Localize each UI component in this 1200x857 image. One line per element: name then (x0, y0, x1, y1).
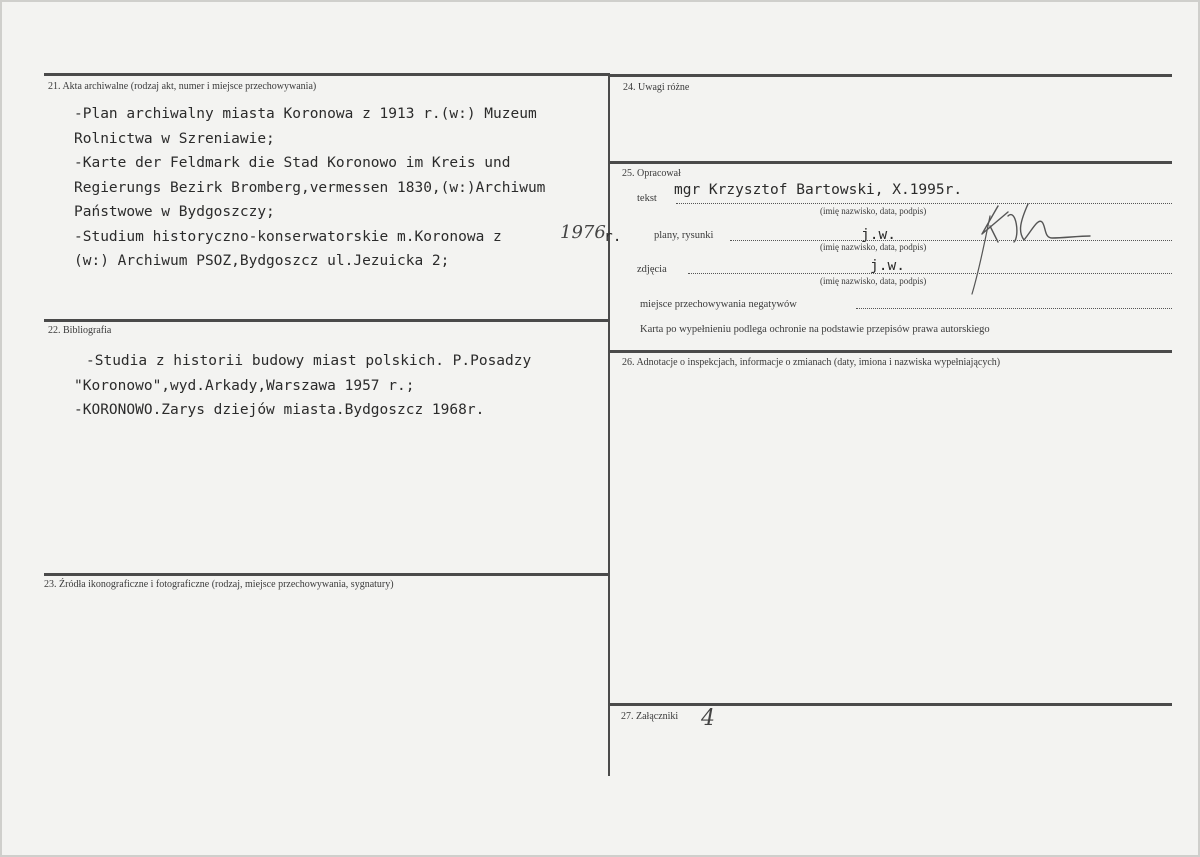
signature-mark (968, 196, 1098, 296)
bibliography-line-3: -KORONOWO.Zarys dziejów miasta.Bydgoszcz 1968r. (74, 402, 485, 418)
section-21-label: 21. Akta archiwalne (rodzaj akt, numer i miejsce przechowywania) (48, 81, 317, 92)
rule-above-22 (44, 319, 610, 322)
center-divider (608, 74, 610, 776)
bibliography-line-1: -Studia z historii budowy miast polskich. P.Posadzy (86, 353, 532, 369)
tekst-label: tekst (637, 193, 657, 204)
top-rule-left (44, 73, 610, 76)
tekst-value: mgr Krzysztof Bartowski, X.1995r. (674, 182, 963, 198)
tekst-caption: (imię nazwisko, data, podpis) (820, 206, 927, 216)
rule-above-23 (44, 573, 610, 576)
section-25-label: 25. Opracował (622, 168, 681, 179)
archival-line-7: (w:) Archiwum PSOZ,Bydgoszcz ul.Jezuicka 2; (74, 253, 450, 269)
archival-line-5: Państwowe w Bydgoszczy; (74, 204, 275, 220)
attachments-handwritten-value: 4 (701, 706, 715, 731)
zdjecia-label: zdjęcia (637, 264, 667, 275)
rule-above-26 (610, 350, 1172, 353)
negatywy-label: miejsce przechowywania negatywów (640, 299, 797, 310)
archival-line-1: -Plan archiwalny miasta Koronowa z 1913 r.(w:) Muzeum (74, 106, 537, 122)
rule-above-25 (610, 161, 1172, 164)
section-23-label: 23. Źródła ikonograficzne i fotograficzne (rodzaj, miejsce przechowywania, sygnatury) (44, 579, 394, 590)
section-27-label: 27. Załączniki (621, 711, 679, 722)
negatywy-dotted-line (856, 308, 1172, 309)
handwritten-year: 1976 (560, 222, 606, 243)
copyright-note: Karta po wypełnieniu podlega ochronie na podstawie przepisów prawa autorskiego (640, 324, 990, 335)
archival-line-2: Rolnictwa w Szreniawie; (74, 130, 275, 147)
top-rule-right (610, 74, 1172, 77)
plany-label: plany, rysunki (654, 230, 714, 241)
plany-value: j.w. (861, 227, 896, 243)
section-24-label: 24. Uwagi różne (623, 82, 690, 93)
plany-caption: (imię nazwisko, data, podpis) (820, 242, 927, 252)
zdjecia-dotted-line (688, 273, 1172, 274)
archival-line-4: Regierungs Bezirk Bromberg,vermessen 1830,(w:)Archiwum (74, 179, 546, 196)
archival-line-6-tail: r. (604, 228, 622, 245)
section-22-label: 22. Bibliografia (48, 325, 112, 336)
archival-line-3: -Karte der Feldmark die Stad Koronowo im Kreis und (74, 155, 511, 171)
plany-dotted-line (730, 240, 1172, 241)
rule-above-27 (610, 703, 1172, 706)
archival-line-6: -Studium historyczno-konserwatorskie m.Koronowa z (74, 228, 502, 245)
bibliography-line-2: "Koronowo",wyd.Arkady,Warszawa 1957 r.; (74, 377, 415, 394)
section-26-label: 26. Adnotacje o inspekcjach, informacje o zmianach (daty, imiona i nazwiska wypełniających) (622, 357, 1001, 368)
zdjecia-value: j.w. (870, 258, 905, 274)
zdjecia-caption: (imię nazwisko, data, podpis) (820, 276, 927, 286)
